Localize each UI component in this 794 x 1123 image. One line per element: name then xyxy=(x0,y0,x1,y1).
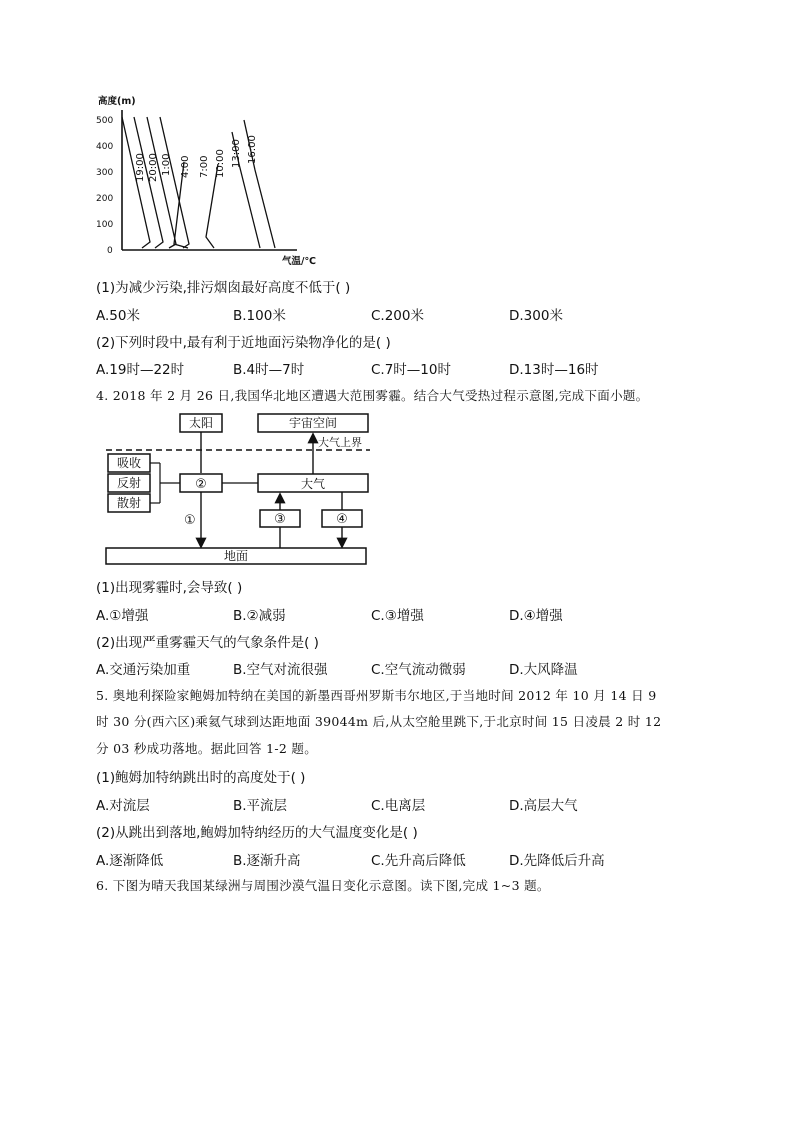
option-d[interactable]: D.300米 xyxy=(509,308,563,324)
curve-label: 4:00 xyxy=(180,155,191,178)
sun-label: 太阳 xyxy=(188,416,214,430)
svg-text:②: ② xyxy=(195,477,207,492)
option-c[interactable]: C.先升高后降低 xyxy=(371,853,466,869)
option-c[interactable]: C.③增强 xyxy=(371,608,424,624)
curve-label: 7:00 xyxy=(199,155,210,178)
q5-stem-line2: 时 30 分(西六区)乘氦气球到达距地面 39044m 后,从太空舱里跳下,于北京时间 15 日凌晨 2 时 12 xyxy=(96,714,662,729)
process-1-label: ① xyxy=(184,513,196,528)
svg-text:吸收: 吸收 xyxy=(116,456,142,470)
option-a[interactable]: A.50米 xyxy=(96,308,140,324)
temperature-height-figure xyxy=(92,92,332,268)
option-a[interactable]: A.19时—22时 xyxy=(96,362,185,378)
svg-text:散射: 散射 xyxy=(116,496,142,510)
q4-stem: 4. 2018 年 2 月 26 日,我国华北地区遭遇大范围雾霾。结合大气受热过程示意图,完成下面小题。 xyxy=(96,388,649,403)
svg-text:大气: 大气 xyxy=(300,477,326,491)
option-d[interactable]: D.高层大气 xyxy=(509,798,578,814)
option-b[interactable]: B.逐渐升高 xyxy=(233,853,301,869)
q4-1-stem: (1)出现雾霾时,会导致( ) xyxy=(96,580,243,596)
svg-text:反射: 反射 xyxy=(116,476,142,490)
option-c[interactable]: C.200米 xyxy=(371,308,424,324)
y-tick: 200 xyxy=(96,194,114,204)
space-label: 宇宙空间 xyxy=(288,416,338,430)
svg-text:地面: 地面 xyxy=(223,549,249,563)
option-b[interactable]: B.平流层 xyxy=(233,798,288,814)
option-c[interactable]: C.空气流动微弱 xyxy=(371,662,466,678)
option-d[interactable]: D.先降低后升高 xyxy=(509,853,605,869)
curve-label: 13:00 xyxy=(231,139,242,168)
option-a[interactable]: A.对流层 xyxy=(96,798,150,814)
y-tick: 0 xyxy=(107,246,113,256)
svg-text:③: ③ xyxy=(274,512,286,527)
q5-2-stem: (2)从跳出到落地,鲍姆加特纳经历的大气温度变化是( ) xyxy=(96,825,418,841)
option-d[interactable]: D.大风降温 xyxy=(509,662,578,678)
option-a[interactable]: A.逐渐降低 xyxy=(96,853,164,869)
q5-stem-line1: 5. 奥地利探险家鲍姆加特纳在美国的新墨西哥州罗斯韦尔地区,于当地时间 2012 年 10 月 14 日 9 xyxy=(96,688,657,703)
option-c[interactable]: C.电离层 xyxy=(371,798,426,814)
q5-stem-line3: 分 03 秒成功落地。据此回答 1-2 题。 xyxy=(96,741,318,756)
x-axis-label: 气温/℃ xyxy=(282,256,316,267)
option-b[interactable]: B.空气对流很强 xyxy=(233,662,328,678)
curve-label: 16:00 xyxy=(247,135,258,164)
svg-text:④: ④ xyxy=(336,512,348,527)
option-b[interactable]: B.100米 xyxy=(233,308,286,324)
q4-2-stem: (2)出现严重雾霾天气的气象条件是( ) xyxy=(96,635,319,651)
option-a[interactable]: A.①增强 xyxy=(96,608,149,624)
option-d[interactable]: D.13时—16时 xyxy=(509,362,599,378)
curve-label: 20:00 xyxy=(148,153,159,182)
q5-1-stem: (1)鲍姆加特纳跳出时的高度处于( ) xyxy=(96,770,306,786)
q3-2-stem: (2)下列时段中,最有利于近地面污染物净化的是( ) xyxy=(96,335,391,351)
q3-1-stem: (1)为减少污染,排污烟囱最好高度不低于( ) xyxy=(96,280,351,296)
curve-label: 10:00 xyxy=(215,149,226,178)
curve-label: 19:00 xyxy=(135,153,146,182)
atmosphere-heating-diagram xyxy=(100,408,372,568)
option-a[interactable]: A.交通污染加重 xyxy=(96,662,191,678)
option-d[interactable]: D.④增强 xyxy=(509,608,563,624)
y-tick: 500 xyxy=(96,116,114,126)
option-b[interactable]: B.4时—7时 xyxy=(233,362,305,378)
y-tick: 300 xyxy=(96,168,114,178)
option-c[interactable]: C.7时—10时 xyxy=(371,362,451,378)
y-tick: 400 xyxy=(96,142,114,152)
option-b[interactable]: B.②减弱 xyxy=(233,608,286,624)
q6-stem: 6. 下图为晴天我国某绿洲与周围沙漠气温日变化示意图。读下图,完成 1~3 题。 xyxy=(96,878,550,893)
curve-label: 1:00 xyxy=(161,153,172,176)
y-axis-label: 高度(m) xyxy=(98,96,136,107)
upper-boundary-label: 大气上界 xyxy=(318,436,362,449)
y-tick: 100 xyxy=(96,220,114,230)
curve-0400 xyxy=(160,117,189,248)
